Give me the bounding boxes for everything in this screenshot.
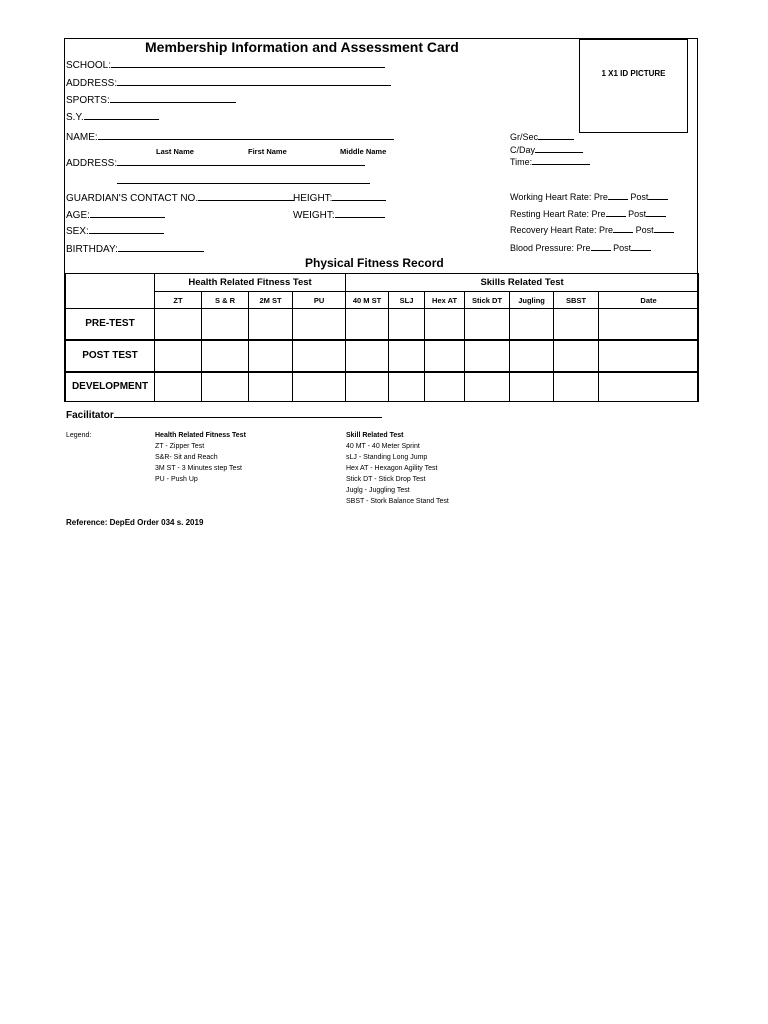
weight-field: WEIGHT: xyxy=(293,209,385,221)
legend-health-item: PU - Push Up xyxy=(155,476,198,483)
table-cell[interactable] xyxy=(425,340,465,372)
table-cell[interactable] xyxy=(554,372,599,402)
table-cell[interactable] xyxy=(293,309,346,340)
time-field: Time: xyxy=(510,157,590,167)
col-2m-st: 2M ST xyxy=(249,292,293,309)
table-cell[interactable] xyxy=(293,340,346,372)
gr-sec-field: Gr/Sec xyxy=(510,132,574,142)
table-cell[interactable] xyxy=(389,309,425,340)
table-row xyxy=(66,372,699,402)
birthday-field: BIRTHDAY: xyxy=(66,243,204,255)
table-cell[interactable] xyxy=(202,340,249,372)
row-header-blank xyxy=(66,274,155,309)
age-field: AGE: xyxy=(66,209,165,221)
table-cell[interactable] xyxy=(249,309,293,340)
table-cell[interactable] xyxy=(389,340,425,372)
col-sbst: SBST xyxy=(554,292,599,309)
skills-related-group-header: Skills Related Test xyxy=(346,274,699,292)
row-label-development: DEVELOPMENT xyxy=(66,372,155,402)
legend-skill-item: Stick DT - Stick Drop Test xyxy=(346,476,426,483)
col-pu: PU xyxy=(293,292,346,309)
c-day-field: C/Day xyxy=(510,145,583,155)
height-field: HEIGHT: xyxy=(293,192,386,204)
health-related-group-header: Health Related Fitness Test xyxy=(155,274,346,292)
card-title: Membership Information and Assessment Card xyxy=(145,39,459,55)
table-cell[interactable] xyxy=(346,309,389,340)
table-cell[interactable] xyxy=(346,340,389,372)
col-date: Date xyxy=(599,292,699,309)
middle-name-label: Middle Name xyxy=(340,147,387,156)
table-cell[interactable] xyxy=(249,340,293,372)
col-40m-st: 40 M ST xyxy=(346,292,389,309)
legend-skill-item: Hex AT - Hexagon Agility Test xyxy=(346,465,438,472)
table-cell[interactable] xyxy=(510,309,554,340)
address2-field: ADDRESS: xyxy=(66,157,365,169)
col-jugling: Jugling xyxy=(510,292,554,309)
first-name-label: First Name xyxy=(248,147,287,156)
table-cell[interactable] xyxy=(465,372,510,402)
table-cell[interactable] xyxy=(599,340,699,372)
row-label-pre-test: PRE-TEST xyxy=(66,309,155,340)
blood-pressure-field: Blood Pressure: Pre Post xyxy=(510,243,651,253)
name-field: NAME: xyxy=(66,131,394,143)
table-cell[interactable] xyxy=(554,309,599,340)
table-cell[interactable] xyxy=(346,372,389,402)
col-s-and-r: S & R xyxy=(202,292,249,309)
col-slj: SLJ xyxy=(389,292,425,309)
legend-label: Legend: xyxy=(66,432,92,439)
id-picture-label: 1 X1 ID PICTURE xyxy=(601,69,666,78)
table-cell[interactable] xyxy=(599,372,699,402)
legend-skill-item: SBST - Stork Balance Stand Test xyxy=(346,498,449,505)
table-cell[interactable] xyxy=(389,372,425,402)
table-cell[interactable] xyxy=(155,309,202,340)
table-cell[interactable] xyxy=(202,372,249,402)
table-cell[interactable] xyxy=(425,372,465,402)
legend-health-item: 3M ST - 3 Minutes step Test xyxy=(155,465,242,472)
table-cell[interactable] xyxy=(293,372,346,402)
table-cell[interactable] xyxy=(465,340,510,372)
legend-health-item: ZT - Zipper Test xyxy=(155,443,205,450)
last-name-label: Last Name xyxy=(156,147,194,156)
col-hex-at: Hex AT xyxy=(425,292,465,309)
physical-fitness-record-title: Physical Fitness Record xyxy=(305,256,444,270)
row-label-post-test: POST TEST xyxy=(66,340,155,372)
table-cell[interactable] xyxy=(202,309,249,340)
resting-heart-rate-field: Resting Heart Rate: Pre Post xyxy=(510,209,666,219)
table-cell[interactable] xyxy=(249,372,293,402)
legend-skill-item: Juglg - Juggling Test xyxy=(346,487,410,494)
table-cell[interactable] xyxy=(155,372,202,402)
sy-field: S.Y. xyxy=(66,111,159,123)
legend-health-item: S&R- Sit and Reach xyxy=(155,454,218,461)
table-row xyxy=(66,340,699,372)
legend-skill-item: sLJ - Standing Long Jump xyxy=(346,454,428,461)
col-zt: ZT xyxy=(155,292,202,309)
legend-skill-title: Skill Related Test xyxy=(346,432,404,439)
table-row xyxy=(66,309,699,340)
col-stick-dt: Stick DT xyxy=(465,292,510,309)
table-cell[interactable] xyxy=(510,340,554,372)
legend-health-title: Health Related Fitness Test xyxy=(155,432,246,439)
table-cell[interactable] xyxy=(155,340,202,372)
facilitator-field: Facilitator xyxy=(66,409,382,421)
fitness-record-table xyxy=(65,273,699,402)
recovery-heart-rate-field: Recovery Heart Rate: Pre Post xyxy=(510,225,674,235)
table-cell[interactable] xyxy=(554,340,599,372)
table-cell[interactable] xyxy=(599,309,699,340)
reference-note: Reference: DepEd Order 034 s. 2019 xyxy=(66,518,204,527)
sports-field: SPORTS: xyxy=(66,94,236,106)
guardian-contact-field: GUARDIAN'S CONTACT NO. xyxy=(66,192,294,204)
table-cell[interactable] xyxy=(510,372,554,402)
assessment-card xyxy=(64,38,698,402)
sex-field: SEX: xyxy=(66,225,164,237)
legend-skill-item: 40 MT - 40 Meter Sprint xyxy=(346,443,420,450)
school-field: SCHOOL: xyxy=(66,59,385,71)
address2-second-line xyxy=(117,183,370,184)
working-heart-rate-field: Working Heart Rate: Pre Post xyxy=(510,192,668,202)
table-cell[interactable] xyxy=(425,309,465,340)
table-cell[interactable] xyxy=(465,309,510,340)
address-field: ADDRESS: xyxy=(66,77,391,89)
id-picture-box xyxy=(579,39,688,133)
